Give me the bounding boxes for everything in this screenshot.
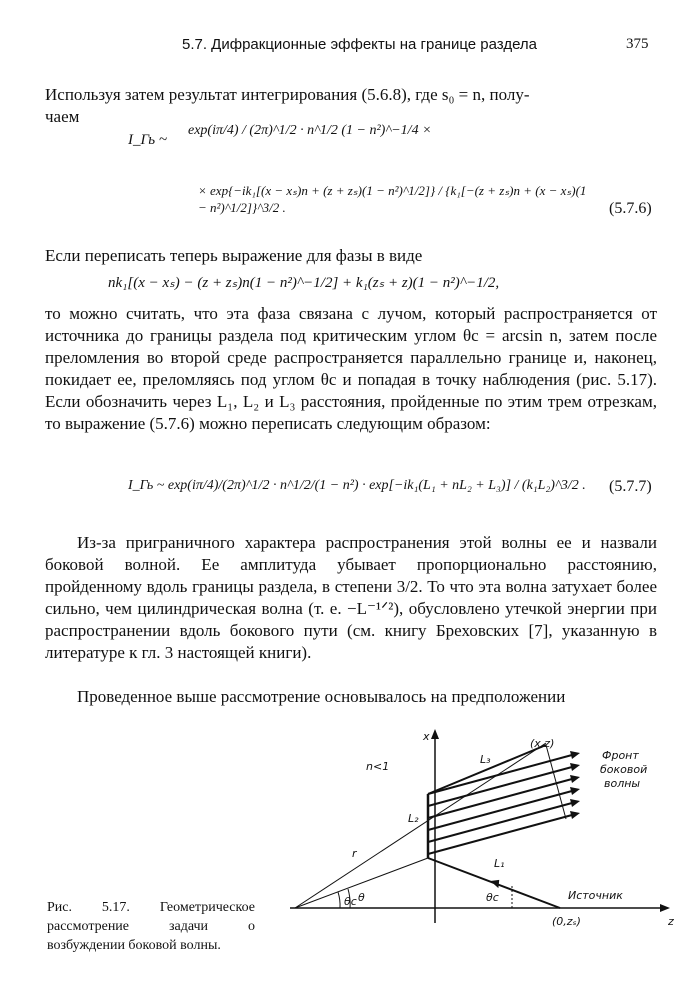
z-axis-arrow-icon xyxy=(660,904,670,912)
paragraph-1-line-2: чаем xyxy=(45,107,80,126)
paragraph-2: Если переписать теперь выражение для фазы в виде xyxy=(45,246,423,265)
theta-c-right-label: θc xyxy=(486,891,499,904)
observation-point-label: (x,z) xyxy=(530,737,555,750)
paragraph-4: Из-за приграничного характера распространения этой волны ее и назвали боковой волной. Ее амплитуда убывает пропорционально расстоянию, пройденному вдоль границы раздела, в степени 3/2. То что эта волна затухает более сильно, чем цилиндрическая волна (т. е. −L⁻¹ᐟ²), обусловлено утечкой энергии при распространении вдоль бокового пути (см. книгу Бреховских [7], указанную в литературе к гл. 3 настоящей книги). xyxy=(45,533,657,662)
L1-label: L₁ xyxy=(494,857,505,870)
x-axis-arrow-icon xyxy=(431,729,439,739)
r-label: r xyxy=(352,847,357,860)
source-point-label: (0,zₛ) xyxy=(552,915,581,928)
lateral-wave-arrowheads xyxy=(570,751,580,819)
paragraph-3: то можно считать, что эта фаза связана с лучом, который распространяется от источника до границы раздела под критическим углом θc = arcsin n, затем после преломления во второй среде распространяется параллельно границе и, наконец, покидает ее, преломляясь под углом θc и попадая в точку наблюдения (рис. 5.17). Если обозначить через L₁, L₂ и L₃ расстояния, пройденные по этим трем отрезкам, то выражение (5.7.6) можно переписать следующим образом: xyxy=(45,304,657,433)
equation-number-5-7-6: (5.7.6) xyxy=(609,200,652,217)
running-title: 5.7. Дифракционные эффекты на границе раздела xyxy=(182,36,538,53)
paragraph-1-line-1: Используя затем результат интегрирования (5.6.8), где s₀ = n, полу- xyxy=(45,85,530,104)
z-axis-label: z xyxy=(668,915,674,928)
theta-label: θ xyxy=(358,891,365,904)
equation-number-5-7-7: (5.7.7) xyxy=(609,478,652,495)
medium-label: n<1 xyxy=(366,760,390,773)
x-axis-label: x xyxy=(423,730,430,743)
front-label-line-2: боковой xyxy=(600,763,648,776)
equation-5-7-6-line-1-first: I_Гь ~ xyxy=(128,132,167,148)
theta-c-left-label: θc xyxy=(344,895,357,908)
L2-label: L₂ xyxy=(408,812,419,825)
front-label-line-1: Фронт xyxy=(602,749,639,762)
theta-c-left-arc xyxy=(338,892,340,908)
L3-label: L₃ xyxy=(480,753,491,766)
front-label-line-3: волны xyxy=(604,777,641,790)
phase-expression: nk₁[(x − xₛ) − (z + zₛ)n(1 − n²)^−1/2] + k₁(zₛ + z)(1 − n²)^−1/2, xyxy=(108,275,500,291)
source-label: Источник xyxy=(568,889,623,902)
equation-5-7-7: I_Гь ~ exp(iπ/4)/(2π)^1/2 · n^1/2/(1 − n²) · exp[−ik₁(L₁ + nL₂ + L₃)] / (k₁L₂)^3/2 . xyxy=(128,478,586,493)
figure-caption: Рис. 5.17. Геометрическое рассмотрение задачи о возбуждении боковой волны. xyxy=(47,900,255,953)
figure-5-17-diagram xyxy=(280,715,680,940)
equation-5-7-6-line-2: × exp{−ik₁[(x − xₛ)n + (z + zₛ)(1 − n²)^1/2]} / {k₁[−(z + zₛ)n + (x − xₛ)(1 − n²)^1/2]}^3/2 . xyxy=(198,183,587,215)
equation-5-7-6-line-1: exp(iπ/4) / (2π)^1/2 · n^1/2 (1 − n²)^−1/4 × xyxy=(188,123,432,138)
ray-r xyxy=(295,743,546,908)
lateral-wave-rays xyxy=(428,755,572,854)
page-number: 375 xyxy=(626,36,649,52)
paragraph-5: Проведенное выше рассмотрение основывалось на предположении xyxy=(77,687,566,706)
